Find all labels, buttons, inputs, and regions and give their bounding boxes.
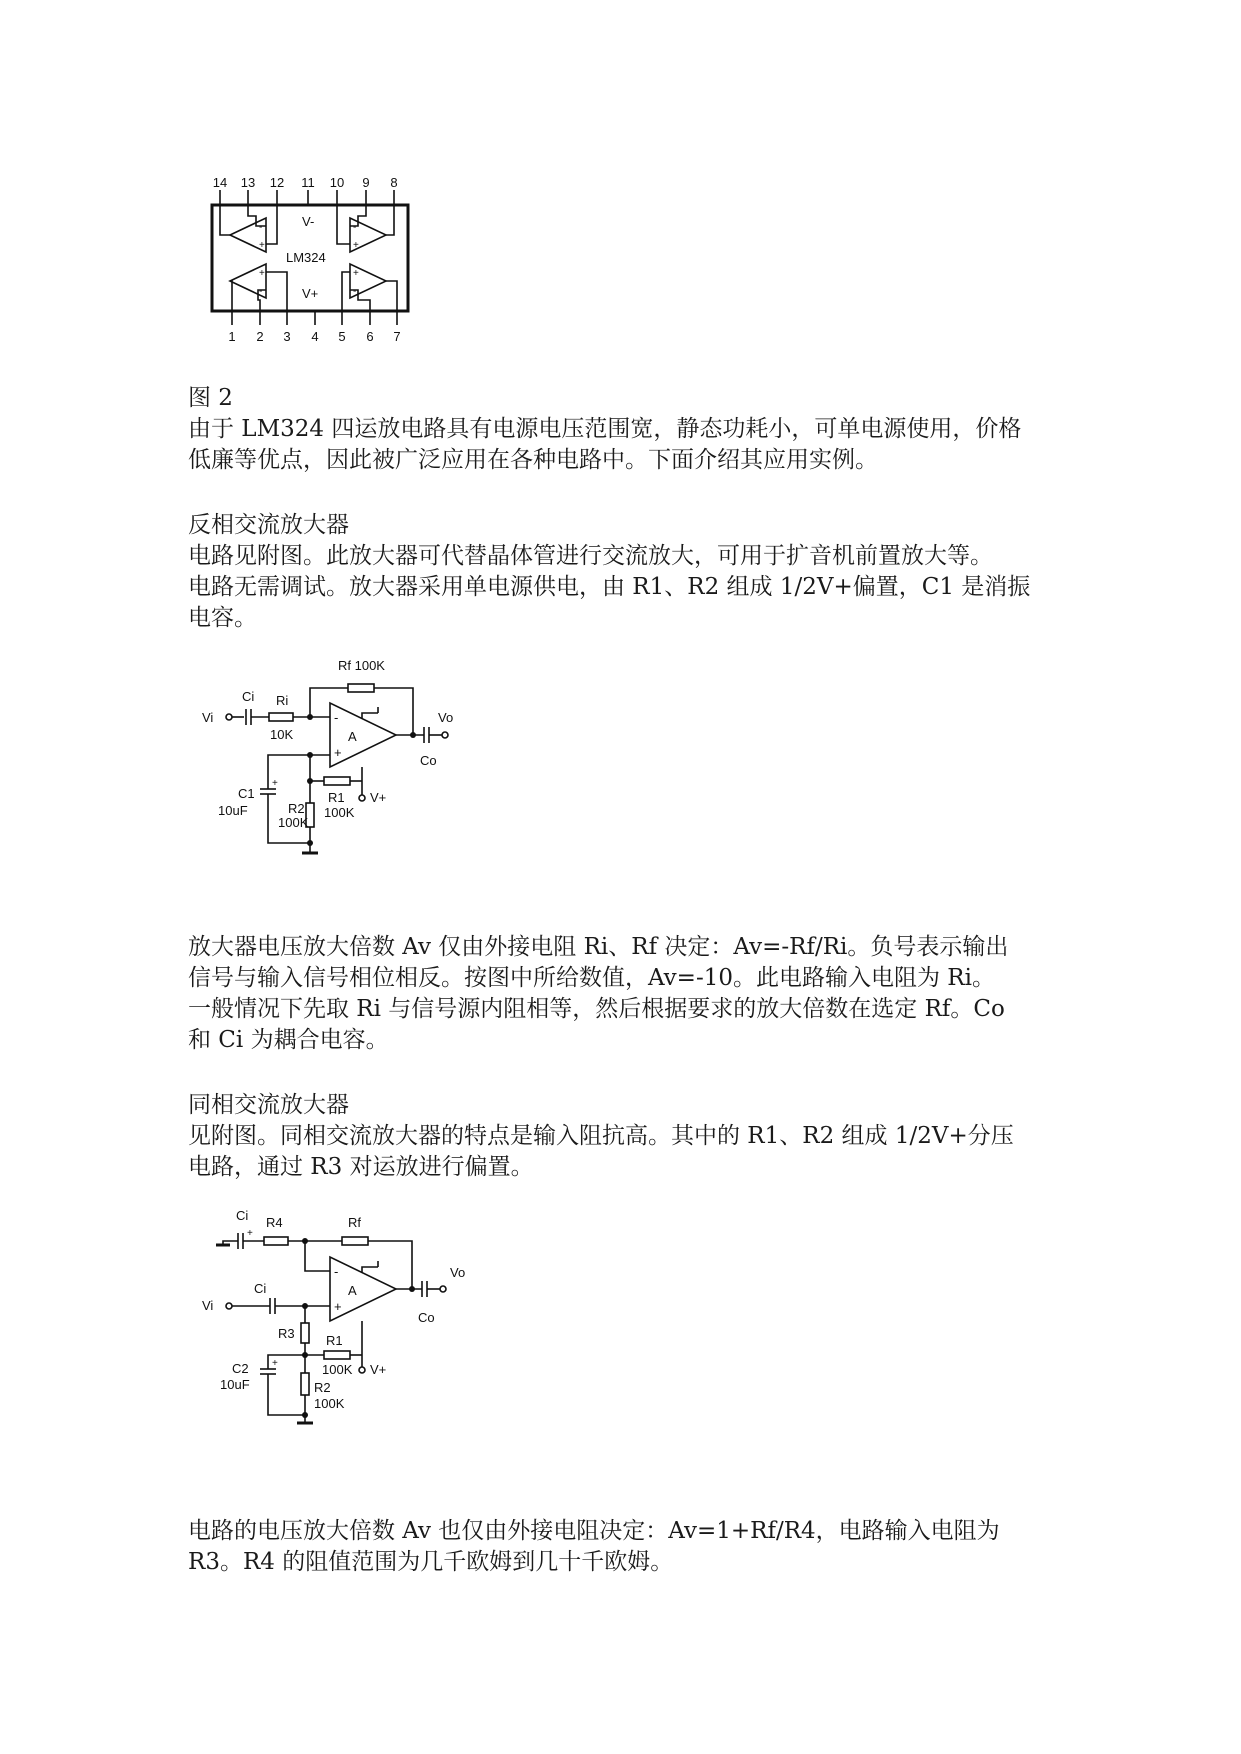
sign-plus: + xyxy=(259,268,265,279)
r1-value: 100K xyxy=(324,805,355,820)
ci-label: Ci xyxy=(254,1281,267,1296)
chip-label: LM324 xyxy=(286,250,326,265)
rf-label: Rf 100K xyxy=(338,658,385,673)
opamp-label: A xyxy=(348,729,357,744)
paragraph-line: R3。R4 的阻值范围为几千欧姆到几十千欧姆。 xyxy=(188,1549,674,1575)
vi-label: Vi xyxy=(202,1298,214,1313)
opamp-top-left xyxy=(220,205,277,252)
r1-resistor xyxy=(324,1351,350,1359)
r3-label: R3 xyxy=(278,1326,295,1341)
figure-caption: 图 2 xyxy=(188,385,233,411)
r1-label: R1 xyxy=(328,790,345,805)
ri-value: 10K xyxy=(270,727,294,742)
vo-terminal xyxy=(442,732,448,738)
vo-label: Vo xyxy=(438,710,454,725)
c2-label: C2 xyxy=(232,1361,249,1376)
co-label: Co xyxy=(418,1310,435,1325)
paragraph-line: 电路见附图。此放大器可代替晶体管进行交流放大，可用于扩音机前置放大等。 xyxy=(188,543,993,569)
sign-minus: - xyxy=(353,286,357,297)
supply-lead xyxy=(362,713,378,719)
junction-dot xyxy=(307,714,313,720)
section-heading-noninverting: 同相交流放大器 xyxy=(188,1092,349,1118)
paragraph-line: 电路无需调试。放大器采用单电源供电，由 R1、R2 组成 1/2V+偏置，C1 是消振 xyxy=(188,574,1031,600)
ci-top-label: Ci xyxy=(236,1208,249,1223)
pin-label-5: 5 xyxy=(338,329,346,344)
rf-label: Rf xyxy=(348,1215,361,1230)
sign-plus: + xyxy=(353,268,359,279)
pin-label-11: 11 xyxy=(301,175,315,190)
r3-resistor xyxy=(301,1323,309,1343)
ri-label: Ri xyxy=(276,693,289,708)
junction-dot xyxy=(410,732,416,738)
pin-label-1: 1 xyxy=(228,329,236,344)
r2-label: R2 xyxy=(314,1380,331,1395)
r1-value: 100K xyxy=(322,1362,353,1377)
r4-label: R4 xyxy=(266,1215,283,1230)
pin-label-7: 7 xyxy=(393,329,401,344)
rf-resistor xyxy=(342,1237,368,1245)
paragraph-line: 低廉等优点，因此被广泛应用在各种电路中。下面介绍其应用实例。 xyxy=(188,447,878,473)
pin-label-14: 14 xyxy=(212,175,228,190)
vo-label: Vo xyxy=(450,1265,466,1280)
ri-resistor xyxy=(269,713,293,721)
opamp-minus: - xyxy=(334,710,339,725)
co-label: Co xyxy=(420,753,437,768)
c1-plus: + xyxy=(272,778,278,789)
r4-resistor xyxy=(264,1237,288,1245)
vo-terminal xyxy=(440,1286,446,1292)
opamp-plus: + xyxy=(334,1299,342,1314)
r1-resistor xyxy=(324,777,350,785)
sign-minus: - xyxy=(353,222,357,233)
pin-label-6: 6 xyxy=(366,329,374,344)
paragraph-line: 信号与输入信号相位相反。按图中所给数值，Av=-10。此电路输入电阻为 Ri。 xyxy=(188,965,995,991)
paragraph-line: 电路的电压放大倍数 Av 也仅由外接电阻决定：Av=1+Rf/R4，电路输入电阻为 xyxy=(188,1518,1000,1544)
opamp-plus: + xyxy=(334,745,342,760)
junction-dot xyxy=(409,1286,415,1292)
c2-value: 10uF xyxy=(220,1377,250,1392)
vi-terminal xyxy=(226,1303,232,1309)
bottom-pin-leads xyxy=(232,311,397,325)
c1-label: C1 xyxy=(238,786,255,801)
ci-top-plus: + xyxy=(247,1228,253,1239)
c1-value: 10uF xyxy=(218,803,248,818)
section-heading-inverting: 反相交流放大器 xyxy=(188,512,349,538)
v-minus-label: V- xyxy=(302,214,315,229)
pin-label-13: 13 xyxy=(240,175,256,190)
sign-minus: - xyxy=(259,286,263,297)
vi-terminal xyxy=(226,714,232,720)
vplus-terminal xyxy=(359,795,365,801)
paragraph-line: 和 Ci 为耦合电容。 xyxy=(188,1027,389,1053)
pin-label-9: 9 xyxy=(362,175,370,190)
ci-label: Ci xyxy=(242,689,255,704)
sign-plus: + xyxy=(353,240,359,251)
opamp-label: A xyxy=(348,1283,357,1298)
junction-dot xyxy=(302,1412,308,1418)
junction-dot xyxy=(307,840,313,846)
paragraph-line: 电路，通过 R3 对运放进行偏置。 xyxy=(188,1154,534,1180)
paragraph-line: 一般情况下先取 Ri 与信号源内阻相等，然后根据要求的放大倍数在选定 Rf。Co xyxy=(188,996,1005,1022)
pin-label-12: 12 xyxy=(269,175,285,190)
pin-label-2: 2 xyxy=(256,329,264,344)
paragraph-line: 由于 LM324 四运放电路具有电源电压范围宽，静态功耗小，可单电源使用，价格 xyxy=(188,416,1022,442)
opamp-bottom-right xyxy=(342,264,397,311)
r2-value: 100K xyxy=(278,815,309,830)
vplus-terminal xyxy=(359,1367,365,1373)
lm324-pinout-diagram xyxy=(200,160,460,350)
v-plus-label: V+ xyxy=(302,286,319,301)
opamp-top-right xyxy=(337,205,394,252)
r2-resistor xyxy=(301,1373,309,1395)
pin-label-3: 3 xyxy=(283,329,291,344)
c2-plus: + xyxy=(272,1358,278,1369)
vplus-label: V+ xyxy=(370,790,387,805)
vplus-label: V+ xyxy=(370,1362,387,1377)
rf-resistor xyxy=(348,684,374,692)
pin-label-4: 4 xyxy=(311,329,319,344)
r2-label: R2 xyxy=(288,801,305,816)
supply-lead xyxy=(362,1267,378,1273)
pin-label-8: 8 xyxy=(390,175,398,190)
opamp-minus: - xyxy=(334,1264,339,1279)
pin-label-10: 10 xyxy=(329,175,345,190)
vi-label: Vi xyxy=(202,710,214,725)
inverting-amplifier-circuit xyxy=(200,655,490,870)
sign-plus: + xyxy=(259,240,265,251)
top-pin-leads xyxy=(220,190,394,205)
r2-value: 100K xyxy=(314,1396,345,1411)
r1-label: R1 xyxy=(326,1333,343,1348)
noninverting-amplifier-circuit xyxy=(200,1205,490,1430)
feedback-wire xyxy=(310,688,348,717)
paragraph-line: 见附图。同相交流放大器的特点是输入阻抗高。其中的 R1、R2 组成 1/2V+分压 xyxy=(188,1123,1014,1149)
paragraph-line: 放大器电压放大倍数 Av 仅由外接电阻 Ri、Rf 决定：Av=-Rf/Ri。负号表示输出 xyxy=(188,934,1009,960)
sign-minus: - xyxy=(259,222,263,233)
paragraph-line: 电容。 xyxy=(188,605,257,631)
